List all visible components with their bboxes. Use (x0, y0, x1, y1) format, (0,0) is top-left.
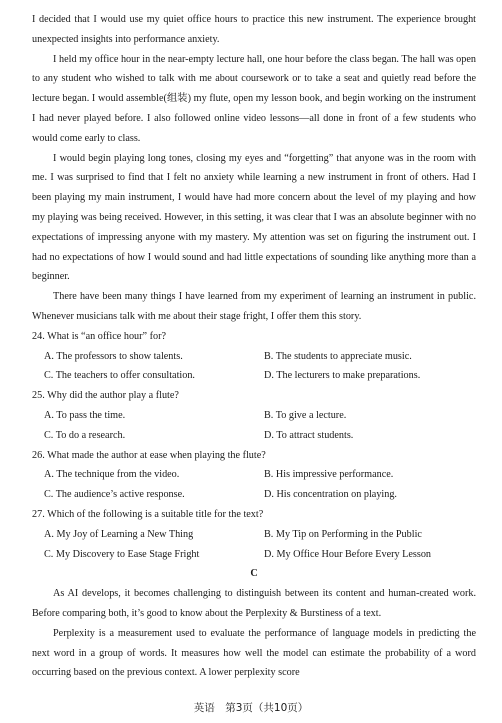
question-stem: 25. Why did the author play a flute? (32, 390, 179, 402)
option-d[interactable]: D. To attract students. (264, 429, 354, 441)
section-c-heading: C (250, 568, 258, 580)
option-list (32, 465, 476, 505)
option-list (32, 525, 476, 565)
option-a[interactable]: A. The professors to show talents. (44, 350, 183, 362)
passage-b-paragraph-3: I would begin playing long tones, closing my eyes and “forgetting” that anyone was in the room with me. I was surprised to find that I felt no anxiety while learning a new instrument in front of others. Had I been playing my main instrument, I would have had more concern about the level of my playing and how my playing was being received. However, in this setting, it was clear that I was an absolute beginner with no expectations of impressing anyone with my mastery. My attention was set on figuring the instrument out. I had no expectations of how I would sound and had little expectations of sounding like anything more than a beginner. (32, 152, 476, 283)
passage-b-paragraph-4: There have been many things I have learned from my experiment of learning an instrument in public. Whenever musicians talk with me about their stage fright, I offer them this story. (32, 291, 476, 322)
option-c[interactable]: C. The teachers to offer consultation. (44, 370, 195, 382)
option-c[interactable]: C. To do a research. (44, 429, 126, 441)
option-b[interactable]: B. To give a lecture. (264, 409, 347, 421)
question-25 (32, 386, 476, 445)
option-list (32, 347, 476, 387)
option-b[interactable]: B. The students to appreciate music. (264, 350, 412, 362)
passage-b-paragraph-2: I held my office hour in the near-empty lecture hall, one hour before the class began. The hall was open to any student who wished to talk with me about coursework or to take a seat and quietly read before the lecture began. I would assemble(组装) my flute, open my lesson book, and begin working on the instrument I had never played before. I also followed online video lessons—all done in front of a few students who would come early to class. (32, 53, 476, 144)
question-stem: 26. What made the author at ease when playing the flute? (32, 449, 266, 461)
option-a[interactable]: A. The technique from the video. (44, 469, 180, 481)
option-d[interactable]: D. The lecturers to make preparations. (264, 370, 421, 382)
option-list (32, 406, 476, 446)
question-26 (32, 446, 476, 505)
passage-c-paragraph-1: As AI develops, it becomes challenging to distinguish between its content and human-created work. Before comparing both, it’s good to know about the Perplexity & Burstiness of a text. (32, 588, 476, 619)
option-b[interactable]: B. His impressive performance. (264, 469, 394, 481)
passage-c-paragraph-2: Perplexity is a measurement used to evaluate the performance of language models in predicting the next word in a group of words. It measures how well the model can estimate the probability of a word occurring based on the previous context. A lower perplexity score (32, 627, 476, 679)
option-c[interactable]: C. My Discovery to Ease Stage Fright (44, 548, 200, 560)
option-a[interactable]: A. My Joy of Learning a New Thing (44, 528, 194, 540)
question-stem: 24. What is “an office hour” for? (32, 330, 166, 342)
passage-b-paragraph-1: I decided that I would use my quiet office hours to practice this new instrument. The experience brought unexpected insights into performance anxiety. (32, 14, 476, 45)
question-stem: 27. Which of the following is a suitable title for the text? (32, 508, 264, 520)
page-content (32, 10, 476, 683)
option-d[interactable]: D. His concentration on playing. (264, 489, 397, 501)
option-a[interactable]: A. To pass the time. (44, 409, 126, 421)
question-27 (32, 505, 476, 564)
page-footer: 英语 第3页（共10页） (193, 702, 309, 714)
option-d[interactable]: D. My Office Hour Before Every Lesson (264, 548, 432, 560)
question-24 (32, 327, 476, 386)
option-c[interactable]: C. The audience’s active response. (44, 489, 185, 501)
option-b[interactable]: B. My Tip on Performing in the Public (264, 528, 422, 540)
